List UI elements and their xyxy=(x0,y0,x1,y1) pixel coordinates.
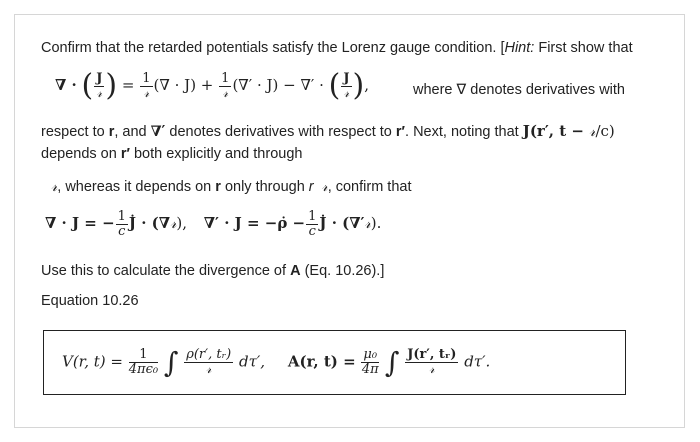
eq1-description: where ∇ denotes derivatives with xyxy=(413,82,625,98)
equation-ref-label: Equation 10.26 xyxy=(41,293,139,309)
frac-1c-den: c xyxy=(118,223,126,239)
l6a: ∇ · J = − xyxy=(45,214,115,233)
hint-equation xyxy=(55,68,370,103)
l6c: ), xyxy=(176,214,187,233)
l3a: respect to xyxy=(41,124,109,140)
A-lhs: A(r, t) = xyxy=(287,352,356,371)
l5-script-r: 𝓇 xyxy=(51,177,58,195)
l6f: ). xyxy=(370,214,382,233)
frac-1-over-4pi-eps xyxy=(129,348,158,376)
l6-r1: 𝓇 xyxy=(170,214,177,233)
frac-num-2: J xyxy=(343,70,350,86)
l5a: , whereas it depends on xyxy=(57,179,216,195)
frac-mu-over-4pi xyxy=(361,348,379,376)
l4b: both explicitly and through xyxy=(129,146,303,162)
l3-rp: r′ xyxy=(395,124,406,140)
frac-J-over-r-box xyxy=(405,348,458,376)
l7b: (Eq. 10.26).] xyxy=(300,263,385,279)
integral-sign-2: ∫ xyxy=(384,346,400,379)
frac-1-over-r-a xyxy=(140,72,152,100)
intro-text: Confirm that the retarded potentials satisfy the Lorenz gauge condition. [ xyxy=(41,40,505,56)
paren-open: ( xyxy=(81,68,94,103)
v-num: 1 xyxy=(129,348,158,363)
line-3: respect to r, and ∇′ denotes derivatives with respect to r′. Next, noting that J(r′, t − 𝓇/c) xyxy=(41,122,615,140)
frac-1-over-c-a xyxy=(116,210,128,238)
term-1: (∇ · J) + xyxy=(153,76,214,94)
l3-r: r xyxy=(108,124,115,140)
line-7 xyxy=(41,263,384,279)
l5-script-r2: 𝓇 xyxy=(321,179,328,195)
l5b: only through xyxy=(220,179,309,195)
l4a: depends on xyxy=(41,146,121,162)
a-den: 4π xyxy=(361,362,379,377)
J-den: 𝓇 xyxy=(429,362,435,377)
frac-1c-den-b: c xyxy=(308,223,316,239)
frac-1-over-c-b xyxy=(306,210,318,238)
frac-rho-over-r xyxy=(184,348,233,376)
frac-den-rb: 𝓇 xyxy=(222,85,229,101)
l6d: ∇′ · J = −ρ̇ − xyxy=(203,214,306,233)
v-den: 4πϵ₀ xyxy=(128,362,159,377)
l7-A: A xyxy=(290,263,301,279)
l7a: Use this to calculate the divergence of xyxy=(41,263,291,279)
frac-num-1: 1 xyxy=(142,70,151,86)
l6-r2: 𝓇 xyxy=(364,214,371,233)
intro-tail: First show that xyxy=(534,40,633,56)
paren-close: ) xyxy=(105,68,118,103)
a-num: μ₀ xyxy=(363,347,378,363)
l4-rp: r′ xyxy=(120,146,130,162)
l3d: . Next, noting that xyxy=(405,124,523,140)
divergence-relations xyxy=(45,210,381,238)
paren-open-2: ( xyxy=(328,68,341,103)
l3-script-r: 𝓇 xyxy=(589,122,596,140)
frac-num-1b: 1 xyxy=(221,70,230,86)
l3-J-tail: /c) xyxy=(595,122,615,140)
l3-J: J(r′, t − xyxy=(522,122,590,140)
dtau-2: dτ′. xyxy=(464,352,491,371)
frac-num: J xyxy=(96,70,103,86)
frac-1c-num-b: 1 xyxy=(308,209,317,224)
l3b: , and xyxy=(114,124,151,140)
paren-close-2: ) xyxy=(352,68,365,103)
nabla-dot: ∇ · xyxy=(55,76,77,94)
frac-1c-num: 1 xyxy=(117,209,126,224)
potential-equations xyxy=(62,346,490,379)
frac-J-over-r xyxy=(94,72,104,100)
J-num: J(r′, tᵣ) xyxy=(407,347,457,363)
term-2: (∇′ · J) − ∇′ · xyxy=(232,76,324,94)
equals: = xyxy=(121,76,135,94)
frac-den: 𝓇 xyxy=(96,85,103,101)
integral-sign-1: ∫ xyxy=(163,346,179,379)
intro-line xyxy=(41,40,633,56)
comma: , xyxy=(364,76,370,94)
frac-den-r: 𝓇 xyxy=(143,85,150,101)
l5-ri: r xyxy=(308,179,314,195)
line-5 xyxy=(51,177,412,195)
frac-J-over-r-2 xyxy=(341,72,351,100)
line-4 xyxy=(41,146,302,162)
l6e: J̇ · (∇′ xyxy=(319,214,365,233)
rho-num: ρ(r′, tᵣ) xyxy=(186,347,232,363)
V-lhs: V(r, t) = xyxy=(62,352,123,371)
l3c: denotes derivatives with respect to xyxy=(165,124,396,140)
rho-den: 𝓇 xyxy=(205,362,212,377)
hint-label: Hint: xyxy=(504,40,535,56)
l6b: J̇ · (∇ xyxy=(128,214,171,233)
problem-card xyxy=(14,14,685,428)
dtau-1: dτ′, xyxy=(238,352,266,371)
frac-1-over-r-b xyxy=(219,72,231,100)
equation-box xyxy=(43,330,626,395)
frac-den-2: 𝓇 xyxy=(343,85,350,101)
l5-r: r xyxy=(215,179,221,195)
l5c: , confirm that xyxy=(327,179,412,195)
